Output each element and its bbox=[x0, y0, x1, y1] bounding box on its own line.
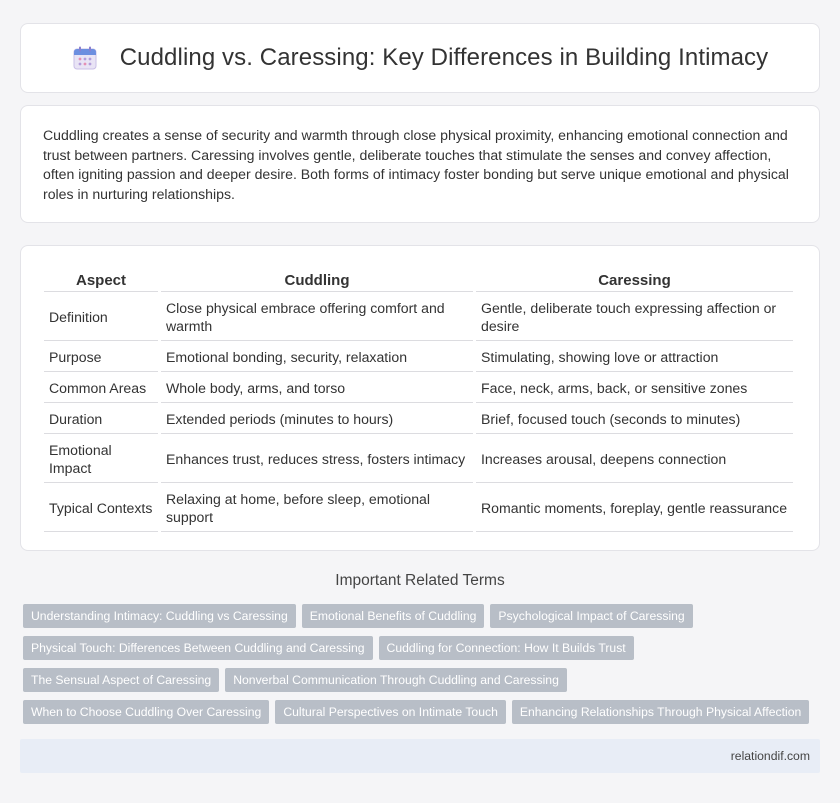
cell-caressing: Romantic moments, foreplay, gentle reassurance bbox=[476, 485, 793, 532]
footer bbox=[20, 739, 820, 773]
cell-aspect: Typical Contexts bbox=[44, 485, 158, 532]
intro-card bbox=[20, 105, 820, 223]
cell-cuddling: Enhances trust, reduces stress, fosters intimacy bbox=[161, 436, 473, 483]
related-terms-list bbox=[23, 604, 813, 724]
cell-cuddling: Emotional bonding, security, relaxation bbox=[161, 343, 473, 372]
table-row bbox=[44, 405, 793, 434]
cell-caressing: Increases arousal, deepens connection bbox=[476, 436, 793, 483]
table-row bbox=[44, 374, 793, 403]
cell-aspect: Duration bbox=[44, 405, 158, 434]
cell-caressing: Gentle, deliberate touch expressing affection or desire bbox=[476, 294, 793, 341]
cell-aspect: Purpose bbox=[44, 343, 158, 372]
header-card bbox=[20, 23, 820, 93]
cell-cuddling: Relaxing at home, before sleep, emotional support bbox=[161, 485, 473, 532]
calendar-icon bbox=[72, 45, 98, 71]
related-term-tag[interactable]: Cultural Perspectives on Intimate Touch bbox=[275, 700, 506, 724]
cell-cuddling: Close physical embrace offering comfort and warmth bbox=[161, 294, 473, 341]
page-title: Cuddling vs. Caressing: Key Differences in Building Intimacy bbox=[119, 44, 769, 71]
header-caressing: Caressing bbox=[476, 266, 793, 292]
cell-cuddling: Whole body, arms, and torso bbox=[161, 374, 473, 403]
footer-site-link[interactable]: relationdif.com bbox=[730, 749, 810, 763]
related-term-tag[interactable]: When to Choose Cuddling Over Caressing bbox=[23, 700, 269, 724]
cell-caressing: Stimulating, showing love or attraction bbox=[476, 343, 793, 372]
table-row bbox=[44, 343, 793, 372]
cell-caressing: Face, neck, arms, back, or sensitive zones bbox=[476, 374, 793, 403]
related-term-tag[interactable]: Cuddling for Connection: How It Builds Trust bbox=[379, 636, 634, 660]
related-term-tag[interactable]: The Sensual Aspect of Caressing bbox=[23, 668, 219, 692]
related-term-tag[interactable]: Nonverbal Communication Through Cuddling and Caressing bbox=[225, 668, 567, 692]
table-row bbox=[44, 436, 793, 483]
related-term-tag[interactable]: Physical Touch: Differences Between Cuddling and Caressing bbox=[23, 636, 373, 660]
comparison-table bbox=[41, 264, 796, 534]
related-term-tag[interactable]: Understanding Intimacy: Cuddling vs Caressing bbox=[23, 604, 296, 628]
header-aspect: Aspect bbox=[44, 266, 158, 292]
intro-text: Cuddling creates a sense of security and warmth through close physical proximity, enhancing emotional connection and trust between partners. Caressing involves gentle, deliberate touches that stimulate the senses and convey affection, often igniting passion and deeper desire. Both forms of intimacy foster bonding but serve unique emotional and physical roles in nurturing relationships. bbox=[43, 127, 789, 202]
cell-caressing: Brief, focused touch (seconds to minutes) bbox=[476, 405, 793, 434]
table-row bbox=[44, 294, 793, 341]
table-header-row bbox=[44, 266, 793, 292]
comparison-table-card bbox=[20, 245, 820, 551]
related-terms-title: Important Related Terms bbox=[335, 572, 505, 589]
cell-aspect: Definition bbox=[44, 294, 158, 341]
related-term-tag[interactable]: Enhancing Relationships Through Physical Affection bbox=[512, 700, 809, 724]
header-cuddling: Cuddling bbox=[161, 266, 473, 292]
related-term-tag[interactable]: Emotional Benefits of Cuddling bbox=[302, 604, 485, 628]
cell-aspect: Emotional Impact bbox=[44, 436, 158, 483]
cell-cuddling: Extended periods (minutes to hours) bbox=[161, 405, 473, 434]
related-term-tag[interactable]: Psychological Impact of Caressing bbox=[490, 604, 692, 628]
cell-aspect: Common Areas bbox=[44, 374, 158, 403]
table-row bbox=[44, 485, 793, 532]
